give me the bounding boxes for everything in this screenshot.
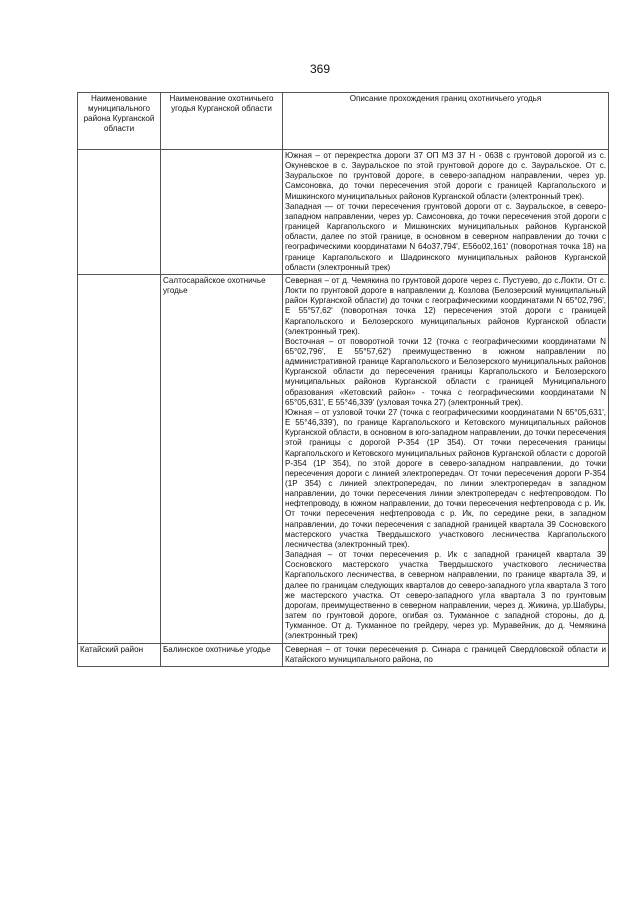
district-cell	[78, 150, 161, 275]
hunting-area-cell: Балинское охотничье угодье	[161, 643, 283, 666]
hunting-area-cell: Салтосарайское охотничье угодье	[161, 274, 283, 643]
boundary-paragraph: Западная — от точки пересечения грунтовой дороги от с. Зауральское, в северо-западном направлении, через ур. Самсоновка, до точки пересечения этой дороги с границей Каргапольского и Мишкинских муниципальных районов Курганской области, далее по этой границе, в основном в северном направлении до точки с географическими координатами N 64о37,794', Е56о02,161' (поворотная точка 18) на границе Каргапольского и Шадринского муниципальных районов Курганской области (электронный трек)	[285, 201, 606, 272]
hunting-area-cell	[161, 150, 283, 275]
table-row	[78, 150, 609, 275]
district-cell: Катайский район	[78, 643, 161, 666]
boundary-description-cell	[283, 150, 609, 275]
boundary-paragraph: Южная – от узловой точки 27 (точка с географическими координатами N 65°05,631', Е 55°46,339'), по границе Каргапольского и Кетовского муниципальных районов Курганской области, в основном в юго-западном направлении, до точки пересечения этой границы с дорогой Р-354 (1Р 354). От точки пересечения границы Каргапольского и Кетовского муниципальных районов Курганской области с дорогой Р-354 (1Р 354), по этой дороге в северо-западном направлении, до точки пересечения дороги с линией электропередач. От точки пересечения дороги Р-354 (1Р 354) с линией электропередач, по линии электропередач в западном направлении, до точки пересечения линии электропередач с нефтепроводом. По нефтепроводу, в южном направлении, до точки пересечения нефтепровода с р. Ик. От точки пересечения нефтепровода с р. Ик, по середине реки, в западном направлении, до точки пересечения с западной границей квартала 39 Сосновского мастерского участка Твердышского участкового лесничества Каргапольского лесничества (электронный трек).	[285, 407, 606, 549]
header-hunting-area: Наименование охотничьего угодья Курганской области	[161, 93, 283, 150]
hunting-grounds-table	[77, 92, 609, 667]
boundary-paragraph: Южная – от перекрестка дороги 37 ОП МЗ 37 Н - 0638 с грунтовой дорогой из с. Окуневское в с. Зауральское по этой грунтовой дороге до с. Зауральское. От с. Зауральское по грунтовой дороге, в северо-западном направлении, через ур. Самсоновка, до точки пересечения этой дороги с границей Каргапольского и Мишкинского муниципальных районов Курганской области (электронный трек).	[285, 151, 606, 201]
boundary-paragraph: Северная – от точки пересечения р. Синара с границей Свердловской области и Катайского муниципального района, по	[285, 644, 606, 664]
boundary-description-cell	[283, 643, 609, 666]
boundary-paragraph: Восточная – от поворотной точки 12 (точка с географическими координатами N 65°02,796', Е 55°57,62') преимущественно в южном направлении по административной границе Каргапольского и Белозерского муниципальных районов Курганской области до пересечения границы Каргапольского и Белозерского муниципальных районов Курганской области с границей Муниципального образования «Кетовский район» - точка с географическими координатами N 65°05,631', Е 55°46,339' (узловая точка 27) (электронный трек).	[285, 336, 606, 407]
boundary-description-cell	[283, 274, 609, 643]
boundary-paragraph: Западная – от точки пересечения р. Ик с западной границей квартала 39 Сосновского мастерского участка Твердышского участкового лесничества Каргапольского лесничества, в северном направлении, по границе квартала 39, и далее по границам следующих кварталов до северо-западного угла квартала 3 того же мастерского участка. От северо-западного угла квартала 3 по грунтовым дорогам, преимущественно в северном направлении, через д. Жикина, ур.Шабуры, затем по грунтовой дороге, огибая оз. Тукманное с западной стороны, до д. Тукманное. От д. Тукманное по грейдеру, через ур. Муравейник, до д. Чемякина (электронный трек)	[285, 550, 606, 641]
table-row	[78, 274, 609, 643]
district-cell	[78, 274, 161, 643]
boundary-paragraph: Северная – от д. Чемякина по грунтовой дороге через с. Пустуево, до с.Локти. От с. Локти по грунтовой дороге в направлении д. Козлова (Белозерский муниципальный район Курганской области) до точки с географическими координатами N 65°02,796', Е 55°57,62' (поворотная точка 12) пересечения этой дороги с границей Каргапольского и Белозерского муниципальных районов Курганской области (электронный трек).	[285, 275, 606, 336]
table-header-row	[78, 93, 609, 150]
header-boundary-description: Описание прохождения границ охотничьего угодья	[283, 93, 609, 150]
table-row	[78, 643, 609, 666]
header-district: Наименование муниципального района Курганской области	[78, 93, 161, 150]
page-number: 369	[309, 62, 331, 76]
